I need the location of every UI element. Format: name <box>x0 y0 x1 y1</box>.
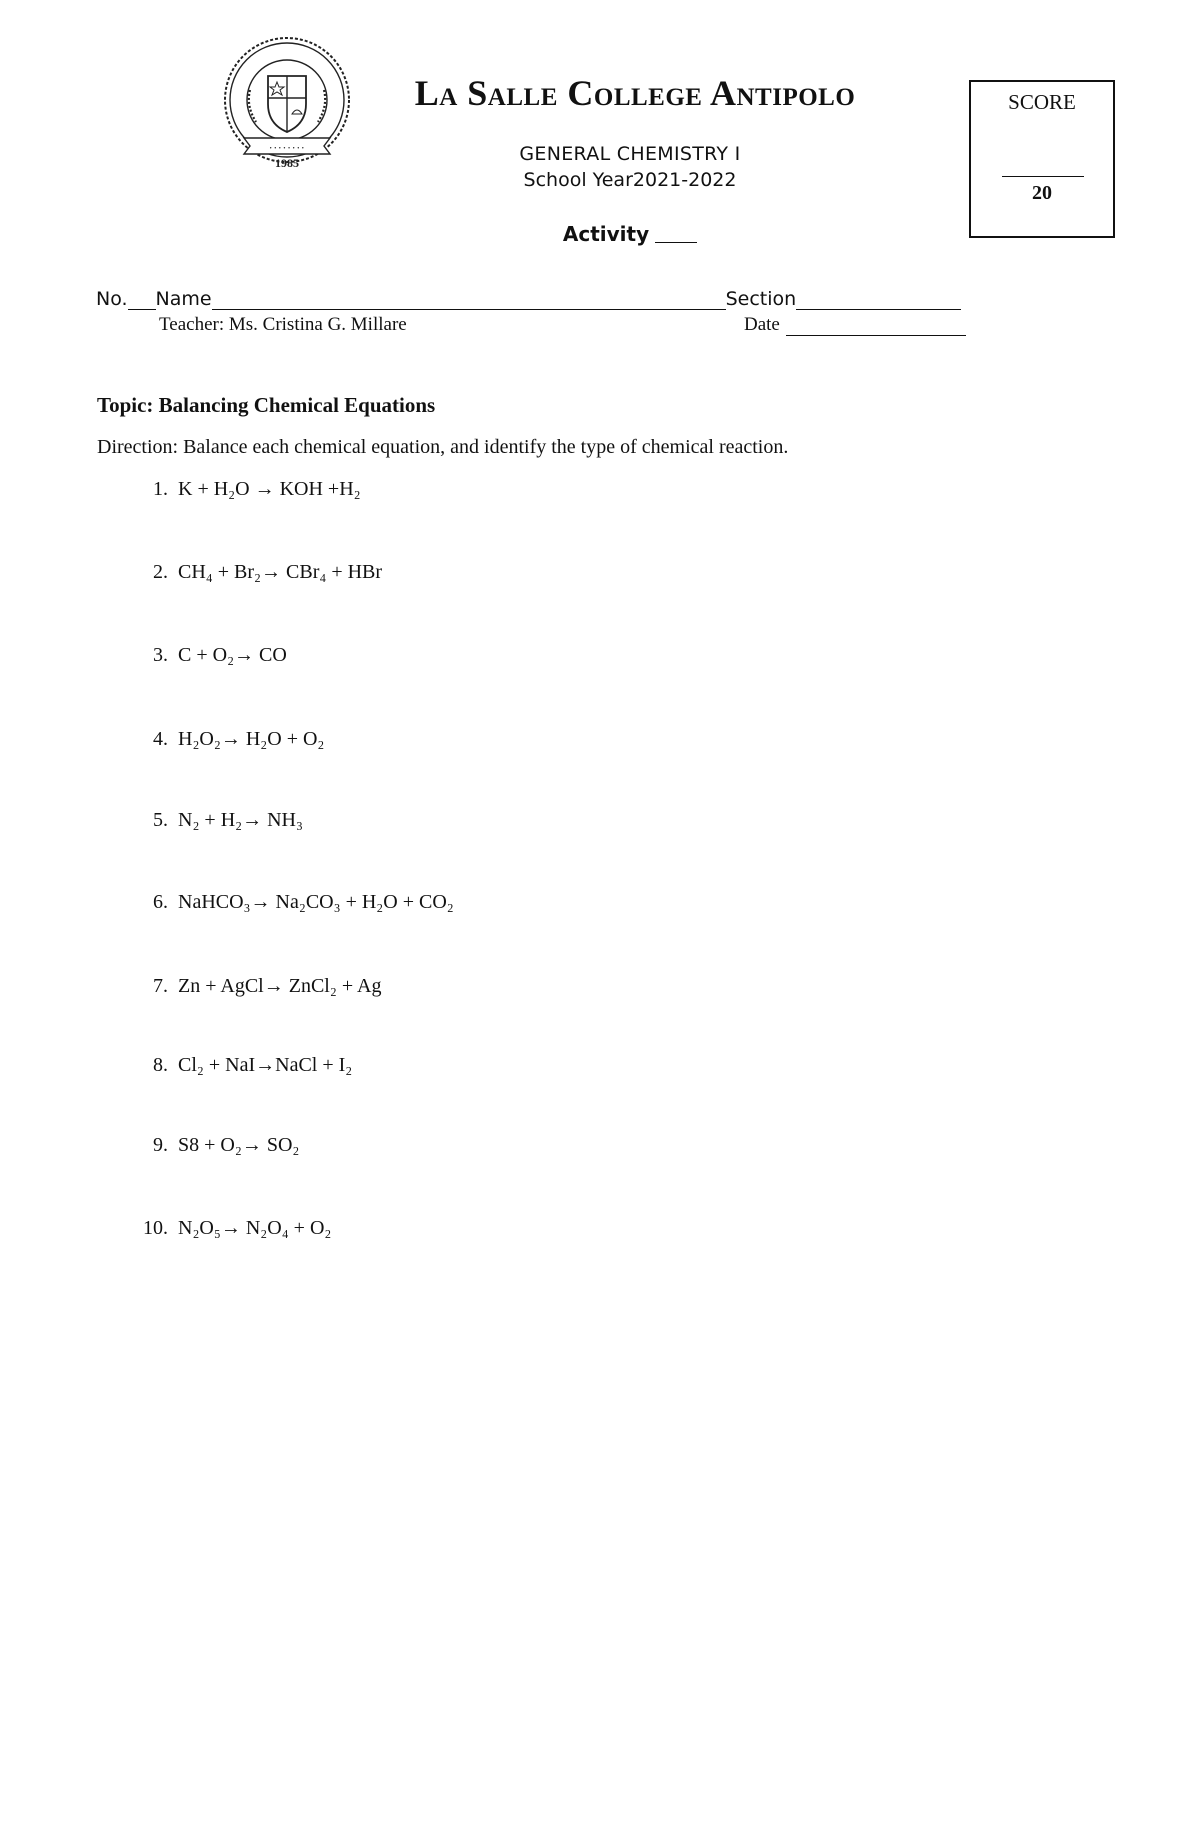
school-name: La Salle College Antipolo <box>414 73 856 113</box>
name-label: Name <box>155 288 212 310</box>
question-equation: Cl₂ + NaI→NaCl + I₂ <box>178 1054 353 1076</box>
question-number: 9. <box>153 1134 168 1156</box>
question-number: 1. <box>153 478 168 500</box>
question-item <box>128 1054 352 1077</box>
score-box <box>969 80 1115 238</box>
question-number: 10. <box>143 1217 168 1239</box>
subject-title: GENERAL CHEMISTRY I <box>519 143 741 165</box>
date-label: Date <box>744 314 780 335</box>
question-number: 7. <box>153 975 168 997</box>
student-info-row <box>96 288 961 310</box>
activity-heading <box>380 222 880 246</box>
score-total: 20 <box>1032 182 1052 204</box>
section-field[interactable] <box>796 291 961 310</box>
question-number: 2. <box>153 561 168 583</box>
no-label: No. <box>96 288 128 310</box>
question-item <box>128 644 287 667</box>
question-equation: H₂O₂→ H₂O + O₂ <box>178 728 325 750</box>
question-item <box>128 728 324 751</box>
question-number: 8. <box>153 1054 168 1076</box>
question-equation: C + O₂→ CO <box>178 644 287 666</box>
date-row <box>744 314 966 336</box>
topic-heading: Topic: Balancing Chemical Equations <box>97 393 436 417</box>
question-equation: S8 + O₂→ SO₂ <box>178 1134 300 1156</box>
school-year: School Year2021-2022 <box>523 169 737 191</box>
direction-text: Direction: Balance each chemical equation, and identify the type of chemical reaction. <box>97 436 789 458</box>
score-label: SCORE <box>1008 90 1076 114</box>
section-label: Section <box>725 288 797 310</box>
question-item <box>128 809 303 832</box>
question-item <box>128 561 382 584</box>
question-equation: N₂ + H₂→ NH₃ <box>178 809 303 831</box>
question-number: 5. <box>153 809 168 831</box>
activity-label: Activity <box>562 222 650 246</box>
score-blank[interactable] <box>1002 176 1084 177</box>
school-seal-logo <box>212 34 362 174</box>
question-number: 3. <box>153 644 168 666</box>
question-equation: CH₄ + Br₂→ CBr₄ + HBr <box>178 561 383 583</box>
question-item <box>128 975 381 998</box>
activity-number-blank[interactable] <box>655 242 697 243</box>
name-field[interactable] <box>212 291 726 310</box>
teacher-text: Teacher: Ms. Cristina G. Millare <box>159 314 407 335</box>
no-field[interactable] <box>128 291 156 310</box>
question-item <box>128 478 361 501</box>
question-equation: N₂O₅→ N₂O₄ + O₂ <box>178 1217 332 1239</box>
question-number: 4. <box>153 728 168 750</box>
logo-year: 1985 <box>275 156 299 170</box>
question-equation: K + H₂O → KOH +H₂ <box>178 478 361 500</box>
question-item <box>128 1217 331 1240</box>
svg-text:• • • • • • • •: • • • • • • • • <box>269 146 305 152</box>
question-equation: NaHCO₃→ Na₂CO₃ + H₂O + CO₂ <box>178 891 454 913</box>
question-item <box>128 1134 299 1157</box>
question-item <box>128 891 454 914</box>
date-field[interactable] <box>786 317 966 336</box>
question-equation: Zn + AgCl→ ZnCl₂ + Ag <box>178 975 382 997</box>
question-number: 6. <box>153 891 168 913</box>
